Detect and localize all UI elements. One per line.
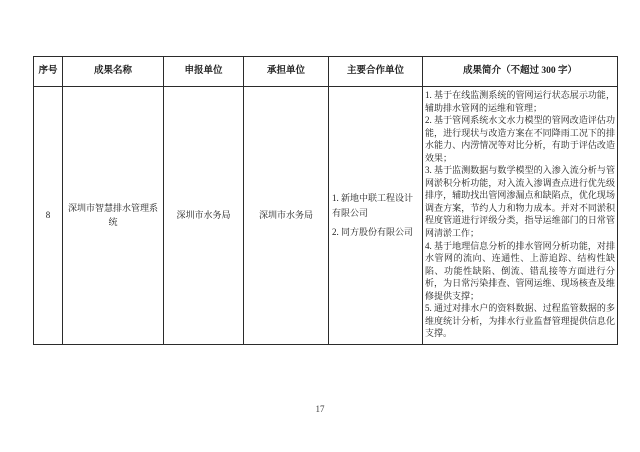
table-row <box>34 87 618 345</box>
header-brief: 成果简介（不超过 300 字） <box>423 57 618 87</box>
cell-undertaking-unit: 深圳市水务局 <box>244 87 329 345</box>
brief-item: 1. 基于在线监测系统的管网运行状态展示功能，辅助排水管网的运维和管理； <box>425 90 615 113</box>
partner-item: 2. 同方股份有限公司 <box>332 227 414 238</box>
brief-item: 5. 通过对排水户的资料数据、过程监管数据的多维度统计分析，为排水行业监督管理提供信息化支撑。 <box>425 303 615 339</box>
cell-declaring-unit: 深圳市水务局 <box>164 87 244 345</box>
cell-index: 8 <box>34 87 63 345</box>
header-undertaking-unit: 承担单位 <box>244 57 329 87</box>
brief-item: 3. 基于监测数据与数学模型的入渗入流分析与管网淤积分析功能，对入流入渗调查点进行优先级排序，辅助找出管网渗漏点和缺陷点，优化现场调查方案，节约人力和物力成本。并对不同淤积程度管道进行评级分类，指导运维部门的日常管网清淤工作； <box>425 165 615 239</box>
header-partners: 主要合作单位 <box>329 57 423 87</box>
results-table <box>33 56 618 345</box>
table-header-row <box>34 57 618 87</box>
header-declaring-unit: 申报单位 <box>164 57 244 87</box>
brief-item: 2. 基于管网系统水文水力模型的管网改造评估功能，进行现状与改造方案在不同降雨工况下的排水能力、内涝情况等对比分析，有助于评估改造效果； <box>425 115 615 163</box>
header-achievement-name: 成果名称 <box>63 57 164 87</box>
partner-item: 1. 新地中联工程设计有限公司 <box>332 193 414 218</box>
header-index: 序号 <box>34 57 63 87</box>
brief-item: 4. 基于地理信息分析的排水管网分析功能，对排水管网的流向、连通性、上游追踪、结构性缺陷、功能性缺陷、倒流、错乱接等方面进行分析，为日常污染排查、管网运维、现场核查及维修提供支撑； <box>425 240 615 301</box>
cell-brief <box>423 87 618 345</box>
cell-partners <box>329 87 423 345</box>
cell-achievement-name: 深圳市智慧排水管理系统 <box>63 87 164 345</box>
page-number: 17 <box>315 404 325 414</box>
